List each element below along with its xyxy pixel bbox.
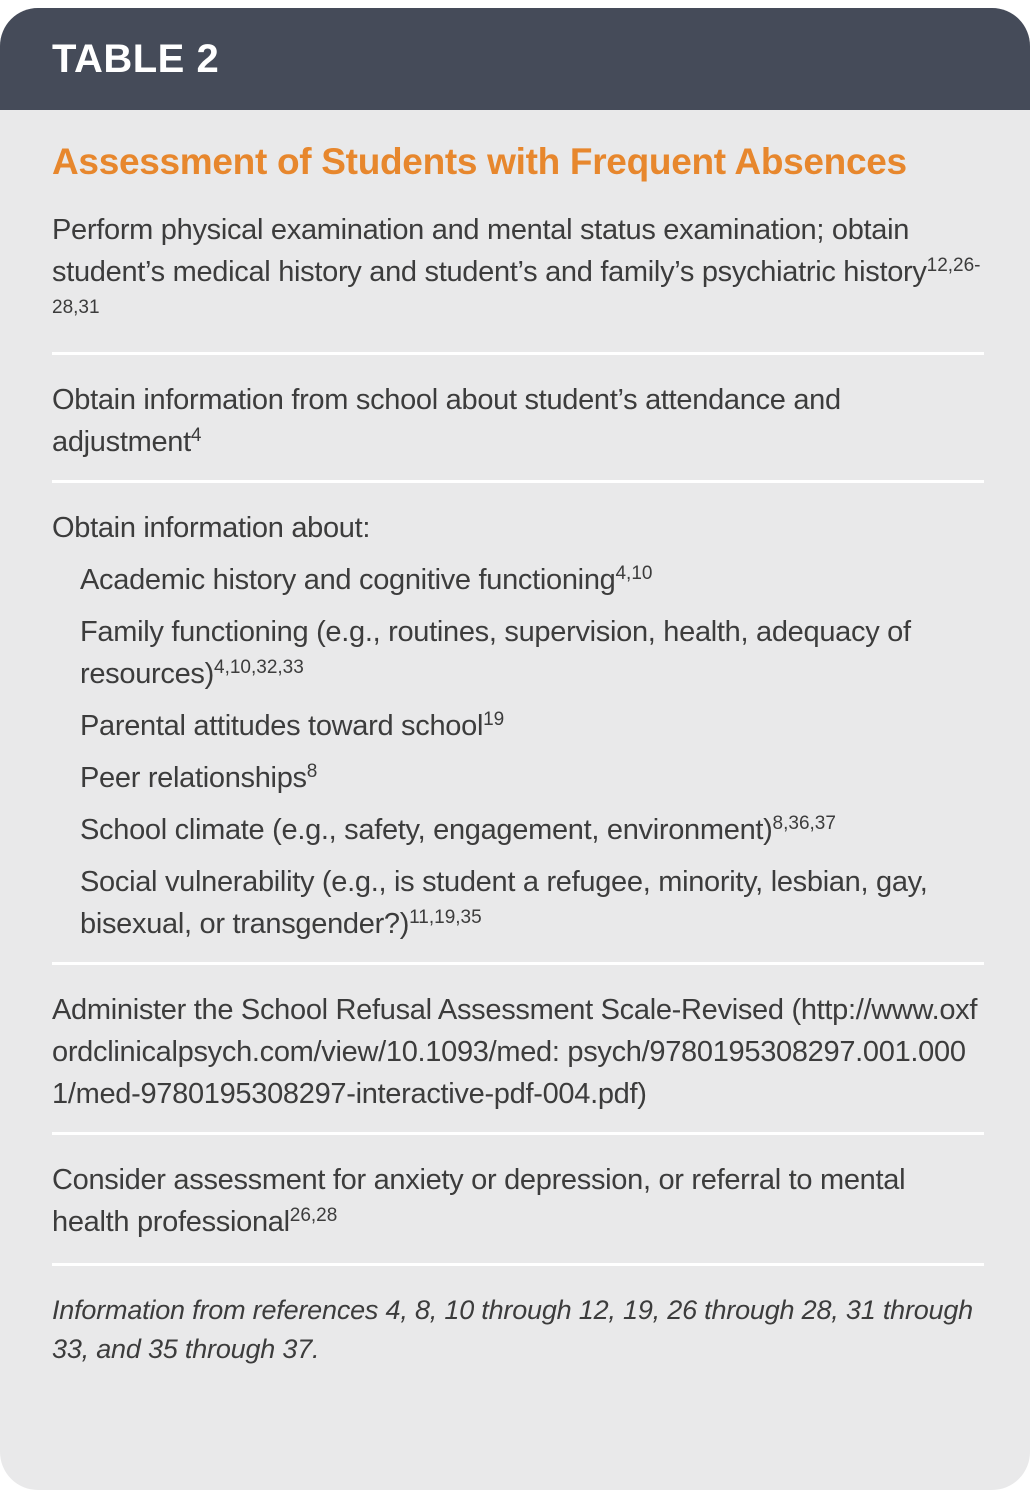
assessment-subitem: Social vulnerability (e.g., is student a refugee, minority, lesbian, gay, bisexual, or transgender?)$^{11,19,35}$ <box>80 866 928 940</box>
section-separator <box>52 352 984 355</box>
url-text: (http://www.oxfordclinicalpsych.com/view/10.1093/med: psych/9780195308297.001.0001/med-9780195308297-interactive-pdf-004.pdf) <box>52 994 978 1110</box>
reference-superscript: 8,36,37 <box>772 813 836 834</box>
assessment-subitem: Peer relationships$^8$ <box>80 761 318 794</box>
assessment-item: Perform physical examination and mental status examination; obtain student’s medical history and student’s and family’s psychiatric history$^{12,26-28,31}$ <box>52 214 981 318</box>
assessment-subitem: Family functioning (e.g., routines, supervision, health, adequacy of resources)$^{4,10,32,33}$ <box>80 616 911 690</box>
table-header-bar <box>0 8 1030 110</box>
reference-superscript: 26,28 <box>289 1205 338 1226</box>
assessment-item: Obtain information about: <box>52 512 371 544</box>
section-separator <box>52 962 984 965</box>
reference-superscript: 19 <box>483 709 505 730</box>
table-card <box>0 8 1030 1490</box>
assessment-item: Consider assessment for anxiety or depression, or referral to mental health professional$^{26,28}$ <box>52 1164 906 1238</box>
section-separator <box>52 1132 984 1135</box>
assessment-subitem: Academic history and cognitive functioning$^{4,10}$ <box>80 563 653 596</box>
reference-superscript: 8 <box>306 761 318 782</box>
table-body <box>0 110 1030 1369</box>
table-label: TABLE 2 <box>52 36 220 81</box>
reference-superscript: 4,10 <box>615 563 653 584</box>
assessment-item: Obtain information from school about student’s attendance and adjustment$^4$ <box>52 384 841 458</box>
reference-superscript: 11,19,35 <box>409 907 482 928</box>
footnote-separator <box>52 1263 984 1266</box>
reference-superscript: 4,10,32,33 <box>214 657 304 678</box>
assessment-item: Administer the School Refusal Assessment Scale-Revised (http://www.oxfordclinicalpsych.com/view/10.1093/med: psych/9780195308297.001.0001/med-9780195308297-interactive-pdf-004.pdf) <box>52 994 978 1110</box>
assessment-subitem: School climate (e.g., safety, engagement, environment)$^{8,36,37}$ <box>80 813 836 846</box>
assessment-rows <box>52 209 984 1243</box>
reference-superscript: 4 <box>190 425 202 446</box>
reference-superscript: 12,26-28,31 <box>52 255 981 318</box>
section-separator <box>52 480 984 483</box>
table-title: Assessment of Students with Frequent Absences <box>52 141 907 182</box>
assessment-subitem: Parental attitudes toward school$^{19}$ <box>80 709 505 742</box>
assessment-subitems <box>52 559 984 945</box>
source-footnote: Information from references 4, 8, 10 through 12, 19, 26 through 28, 31 through 33, and 35 through 37. <box>52 1295 974 1364</box>
